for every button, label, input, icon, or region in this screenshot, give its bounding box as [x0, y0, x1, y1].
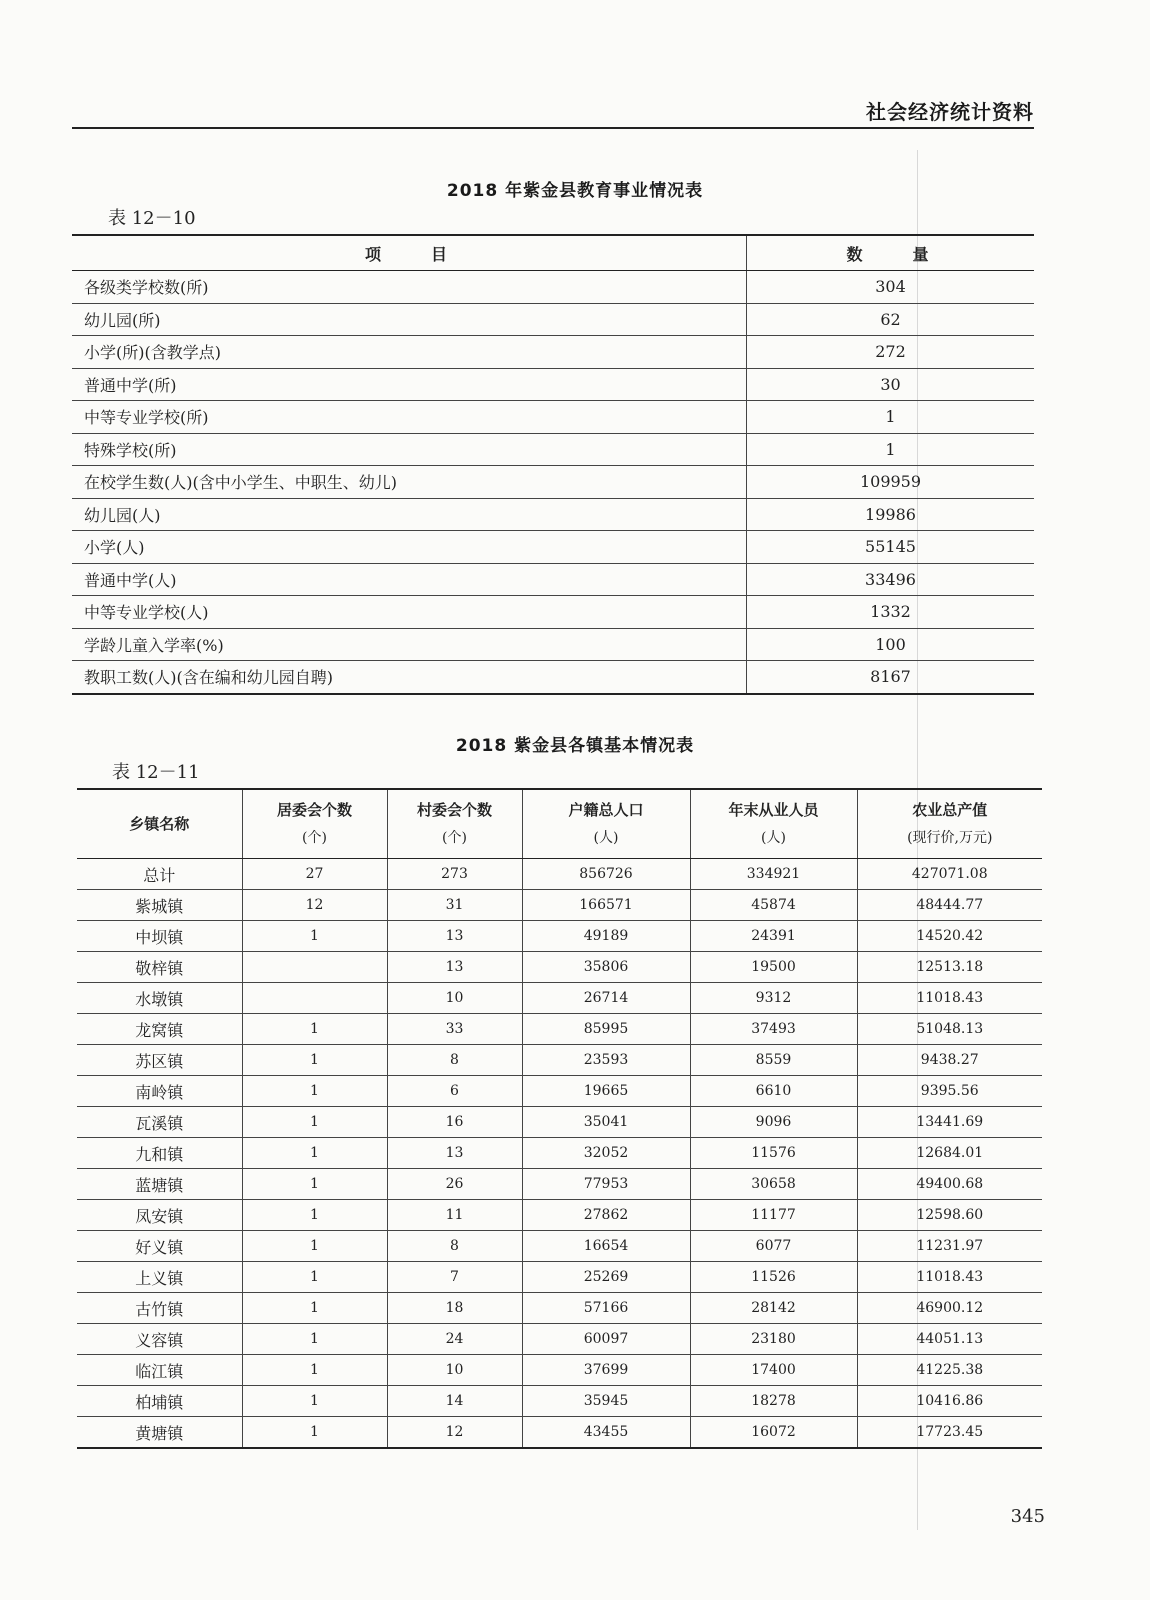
- employed-cell: 334921: [690, 859, 857, 890]
- table-12-10-number: 表 12－10: [108, 208, 196, 229]
- table-row: [77, 983, 1042, 1014]
- population-cell: 32052: [522, 1138, 690, 1169]
- table-row: [77, 1138, 1042, 1169]
- village-committee-cell: 26: [387, 1169, 522, 1200]
- education-table: [72, 234, 1034, 695]
- running-header: 社会经济统计资料: [866, 100, 1034, 124]
- residents-committee-cell: 27: [242, 859, 387, 890]
- table-row: [77, 1293, 1042, 1324]
- agri-output-cell: 48444.77: [857, 890, 1042, 921]
- column-header-label: 农业总产值: [912, 801, 988, 819]
- agri-output-cell: 12513.18: [857, 952, 1042, 983]
- residents-committee-cell: 12: [242, 890, 387, 921]
- table-row: [77, 1262, 1042, 1293]
- employed-cell: 18278: [690, 1386, 857, 1417]
- residents-committee-cell: 1: [242, 1200, 387, 1231]
- employed-cell: 11576: [690, 1138, 857, 1169]
- agri-output-cell: 51048.13: [857, 1014, 1042, 1045]
- township-name-cell: 龙窝镇: [77, 1014, 242, 1045]
- column-header: [387, 789, 522, 859]
- agri-output-cell: 12598.60: [857, 1200, 1042, 1231]
- column-header: [522, 789, 690, 859]
- population-cell: 57166: [522, 1293, 690, 1324]
- employed-cell: 23180: [690, 1324, 857, 1355]
- township-name-cell: 南岭镇: [77, 1076, 242, 1107]
- township-name-cell: 蓝塘镇: [77, 1169, 242, 1200]
- village-committee-cell: 10: [387, 983, 522, 1014]
- quantity-cell: 304: [747, 271, 1035, 304]
- village-committee-cell: 8: [387, 1045, 522, 1076]
- quantity-cell: 272: [747, 336, 1035, 369]
- quantity-cell: 19986: [747, 498, 1035, 531]
- employed-cell: 37493: [690, 1014, 857, 1045]
- employed-cell: 9312: [690, 983, 857, 1014]
- table-12-11-title: 2018 紫金县各镇基本情况表: [455, 736, 695, 756]
- column-header-unit: (人): [761, 830, 786, 846]
- village-committee-cell: 11: [387, 1200, 522, 1231]
- table-row: [77, 1355, 1042, 1386]
- township-name-cell: 瓦溪镇: [77, 1107, 242, 1138]
- township-name-cell: 中坝镇: [77, 921, 242, 952]
- item-cell: 小学(人): [72, 531, 747, 564]
- item-cell: 中等专业学校(人): [72, 596, 747, 629]
- population-cell: 16654: [522, 1231, 690, 1262]
- residents-committee-cell: 1: [242, 1293, 387, 1324]
- population-cell: 25269: [522, 1262, 690, 1293]
- agri-output-cell: 46900.12: [857, 1293, 1042, 1324]
- population-cell: 60097: [522, 1324, 690, 1355]
- village-committee-cell: 31: [387, 890, 522, 921]
- employed-cell: 28142: [690, 1293, 857, 1324]
- residents-committee-cell: 1: [242, 1324, 387, 1355]
- township-name-cell: 凤安镇: [77, 1200, 242, 1231]
- table-12-11-number: 表 12－11: [112, 762, 200, 783]
- column-header-label: 村委会个数: [416, 801, 492, 819]
- population-cell: 37699: [522, 1355, 690, 1386]
- village-committee-cell: 13: [387, 921, 522, 952]
- table-row: [77, 1324, 1042, 1355]
- table-row: [72, 336, 1034, 369]
- agri-output-cell: 11018.43: [857, 983, 1042, 1014]
- item-cell: 教职工数(人)(含在编和幼儿园自聘): [84, 668, 333, 688]
- agri-output-cell: 10416.86: [857, 1386, 1042, 1417]
- village-committee-cell: 18: [387, 1293, 522, 1324]
- column-header-label: 居委会个数: [276, 801, 352, 819]
- item-cell: 小学(所)(含教学点): [72, 336, 747, 369]
- item-cell: 普通中学(所): [72, 368, 747, 401]
- township-table: [77, 788, 1042, 1449]
- page-number: 345: [1010, 1506, 1045, 1527]
- table-row: [77, 1200, 1042, 1231]
- table-row: [72, 531, 1034, 564]
- township-name-cell: 苏区镇: [77, 1045, 242, 1076]
- township-name-cell: 敬梓镇: [77, 952, 242, 983]
- quantity-cell: 1332: [747, 596, 1035, 629]
- agri-output-cell: 11231.97: [857, 1231, 1042, 1262]
- employed-cell: 16072: [690, 1417, 857, 1449]
- column-header: [77, 789, 242, 859]
- township-name-cell: 黄塘镇: [135, 1423, 184, 1443]
- employed-cell: 17400: [690, 1355, 857, 1386]
- item-cell: 中等专业学校(所): [72, 401, 747, 434]
- table-row: [72, 303, 1034, 336]
- agri-output-cell: 14520.42: [857, 921, 1042, 952]
- column-header-unit: (人): [593, 830, 619, 846]
- table-row: [72, 661, 1034, 694]
- employed-cell: 30658: [690, 1169, 857, 1200]
- table-row: [72, 628, 1034, 661]
- column-header-label: 年末从业人员: [728, 801, 819, 819]
- column-header: [242, 789, 387, 859]
- village-committee-cell: 6: [387, 1076, 522, 1107]
- table-row: [77, 1169, 1042, 1200]
- agri-output-cell: 17723.45: [857, 1417, 1042, 1449]
- employed-cell: 19500: [690, 952, 857, 983]
- employed-cell: 8559: [690, 1045, 857, 1076]
- residents-committee-cell: 1: [242, 1169, 387, 1200]
- residents-committee-cell: 1: [242, 1262, 387, 1293]
- item-cell: 幼儿园(所): [72, 303, 747, 336]
- residents-committee-cell: 1: [242, 1076, 387, 1107]
- table-row: [77, 1014, 1042, 1045]
- table-row: [72, 433, 1034, 466]
- quantity-cell: 8167: [747, 661, 1035, 694]
- item-cell: 幼儿园(人): [72, 498, 747, 531]
- table-row: [77, 859, 1042, 890]
- header-rule: [72, 127, 1034, 129]
- quantity-cell: 55145: [747, 531, 1035, 564]
- population-cell: 35945: [522, 1386, 690, 1417]
- population-cell: 23593: [522, 1045, 690, 1076]
- table-row: [72, 368, 1034, 401]
- employed-cell: 45874: [690, 890, 857, 921]
- quantity-cell: 109959: [747, 466, 1035, 499]
- employed-cell: 9096: [690, 1107, 857, 1138]
- quantity-cell: 30: [747, 368, 1035, 401]
- residents-committee-cell: 1: [242, 1014, 387, 1045]
- employed-cell: 11177: [690, 1200, 857, 1231]
- village-committee-cell: 16: [387, 1107, 522, 1138]
- column-header: [690, 789, 857, 859]
- column-header-unit: (个): [442, 830, 467, 846]
- village-committee-cell: 10: [387, 1355, 522, 1386]
- residents-committee-cell: 1: [242, 1107, 387, 1138]
- quantity-cell: 62: [747, 303, 1035, 336]
- table-row: [77, 921, 1042, 952]
- township-name-cell: 好义镇: [77, 1231, 242, 1262]
- column-header-quantity: 数 量: [747, 235, 1035, 271]
- population-cell: 27862: [522, 1200, 690, 1231]
- village-committee-cell: 33: [387, 1014, 522, 1045]
- item-cell: 特殊学校(所): [72, 433, 747, 466]
- village-committee-cell: 12: [387, 1417, 522, 1449]
- agri-output-cell: 12684.01: [857, 1138, 1042, 1169]
- agri-output-cell: 11018.43: [857, 1262, 1042, 1293]
- township-name-cell: 临江镇: [77, 1355, 242, 1386]
- column-header-label: 乡镇名称: [129, 815, 190, 833]
- column-header-label: 户籍总人口: [568, 801, 644, 819]
- population-cell: 43455: [522, 1417, 690, 1449]
- residents-committee-cell: [242, 952, 387, 983]
- employed-cell: 24391: [690, 921, 857, 952]
- population-cell: 26714: [522, 983, 690, 1014]
- village-committee-cell: 13: [387, 952, 522, 983]
- table-row: [72, 466, 1034, 499]
- residents-committee-cell: 1: [242, 921, 387, 952]
- agri-output-cell: 13441.69: [857, 1107, 1042, 1138]
- township-name-cell: 九和镇: [77, 1138, 242, 1169]
- village-committee-cell: 8: [387, 1231, 522, 1262]
- population-cell: 77953: [522, 1169, 690, 1200]
- quantity-cell: 1: [747, 433, 1035, 466]
- table-12-10-title: 2018 年紫金县教育事业情况表: [446, 181, 704, 201]
- township-name-cell: 义容镇: [77, 1324, 242, 1355]
- table-row: [77, 1386, 1042, 1417]
- residents-committee-cell: [242, 983, 387, 1014]
- residents-committee-cell: 1: [242, 1386, 387, 1417]
- population-cell: 35806: [522, 952, 690, 983]
- township-name-cell: 紫城镇: [77, 890, 242, 921]
- residents-committee-cell: 1: [242, 1417, 387, 1449]
- village-committee-cell: 7: [387, 1262, 522, 1293]
- table-row: [77, 890, 1042, 921]
- table-row: [72, 401, 1034, 434]
- township-name-cell: 古竹镇: [77, 1293, 242, 1324]
- table-row: [77, 1107, 1042, 1138]
- residents-committee-cell: 1: [242, 1355, 387, 1386]
- table-row: [77, 952, 1042, 983]
- quantity-cell: 33496: [747, 563, 1035, 596]
- township-table-header: [77, 789, 1042, 859]
- population-cell: 49189: [522, 921, 690, 952]
- column-header: [857, 789, 1042, 859]
- item-cell: 各级类学校数(所): [72, 271, 747, 304]
- village-committee-cell: 14: [387, 1386, 522, 1417]
- township-name-cell: 总计: [77, 859, 242, 890]
- column-header-item: 项 目: [72, 235, 747, 271]
- education-table-header: [72, 235, 1034, 271]
- employed-cell: 6077: [690, 1231, 857, 1262]
- table-row: [72, 596, 1034, 629]
- item-cell: 在校学生数(人)(含中小学生、中职生、幼儿): [72, 466, 747, 499]
- quantity-cell: 100: [747, 628, 1035, 661]
- residents-committee-cell: 1: [242, 1045, 387, 1076]
- table-row: [77, 1417, 1042, 1449]
- table-row: [77, 1045, 1042, 1076]
- population-cell: 35041: [522, 1107, 690, 1138]
- table-row: [72, 271, 1034, 304]
- column-header-unit: (现行价,万元): [907, 830, 993, 846]
- agri-output-cell: 49400.68: [857, 1169, 1042, 1200]
- village-committee-cell: 13: [387, 1138, 522, 1169]
- township-name-cell: 柏埔镇: [77, 1386, 242, 1417]
- table-row: [72, 498, 1034, 531]
- item-cell: 普通中学(人): [72, 563, 747, 596]
- agri-output-cell: 427071.08: [857, 859, 1042, 890]
- population-cell: 85995: [522, 1014, 690, 1045]
- agri-output-cell: 9395.56: [857, 1076, 1042, 1107]
- employed-cell: 11526: [690, 1262, 857, 1293]
- residents-committee-cell: 1: [242, 1231, 387, 1262]
- village-committee-cell: 273: [387, 859, 522, 890]
- column-header-unit: (个): [302, 830, 327, 846]
- item-cell: 学龄儿童入学率(%): [72, 628, 747, 661]
- village-committee-cell: 24: [387, 1324, 522, 1355]
- population-cell: 166571: [522, 890, 690, 921]
- table-row: [77, 1231, 1042, 1262]
- residents-committee-cell: 1: [242, 1138, 387, 1169]
- agri-output-cell: 41225.38: [857, 1355, 1042, 1386]
- township-name-cell: 上义镇: [77, 1262, 242, 1293]
- population-cell: 19665: [522, 1076, 690, 1107]
- employed-cell: 6610: [690, 1076, 857, 1107]
- quantity-cell: 1: [747, 401, 1035, 434]
- agri-output-cell: 9438.27: [857, 1045, 1042, 1076]
- township-name-cell: 水墩镇: [77, 983, 242, 1014]
- agri-output-cell: 44051.13: [857, 1324, 1042, 1355]
- table-row: [77, 1076, 1042, 1107]
- population-cell: 856726: [522, 859, 690, 890]
- table-row: [72, 563, 1034, 596]
